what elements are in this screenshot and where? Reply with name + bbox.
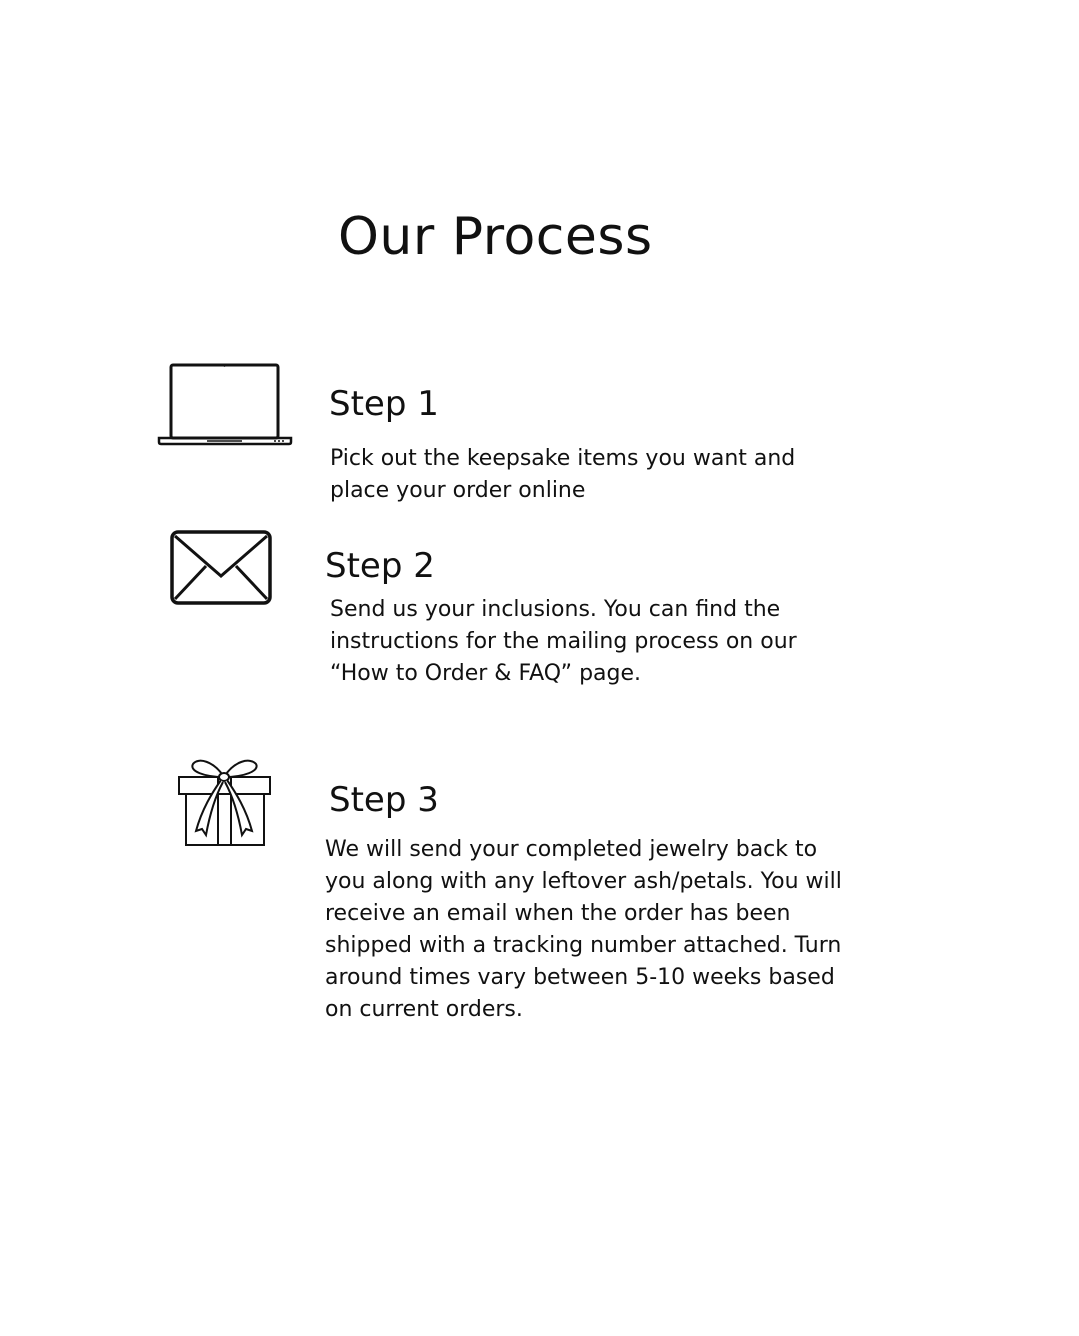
envelope-icon bbox=[170, 530, 272, 606]
step-3-title: Step 3 bbox=[329, 780, 439, 820]
step-3-text: We will send your completed jewelry back to you along with any leftover ash/petals. You will receive an email when the order has been shipped with a tracking number attached. Turn around times vary between 5-10 weeks based on current orders. bbox=[325, 837, 842, 1022]
step-1-text: Pick out the keepsake items you want and place your order online bbox=[330, 446, 796, 503]
gift-icon bbox=[176, 755, 274, 849]
step-2-text: Send us your inclusions. You can find the instructions for the mailing process on our “How to Order & FAQ” page. bbox=[330, 597, 797, 686]
step-1-title: Step 1 bbox=[329, 384, 439, 424]
step-2-title: Step 2 bbox=[325, 546, 435, 586]
laptop-icon bbox=[157, 362, 293, 448]
page-title: Our Process bbox=[338, 207, 653, 267]
